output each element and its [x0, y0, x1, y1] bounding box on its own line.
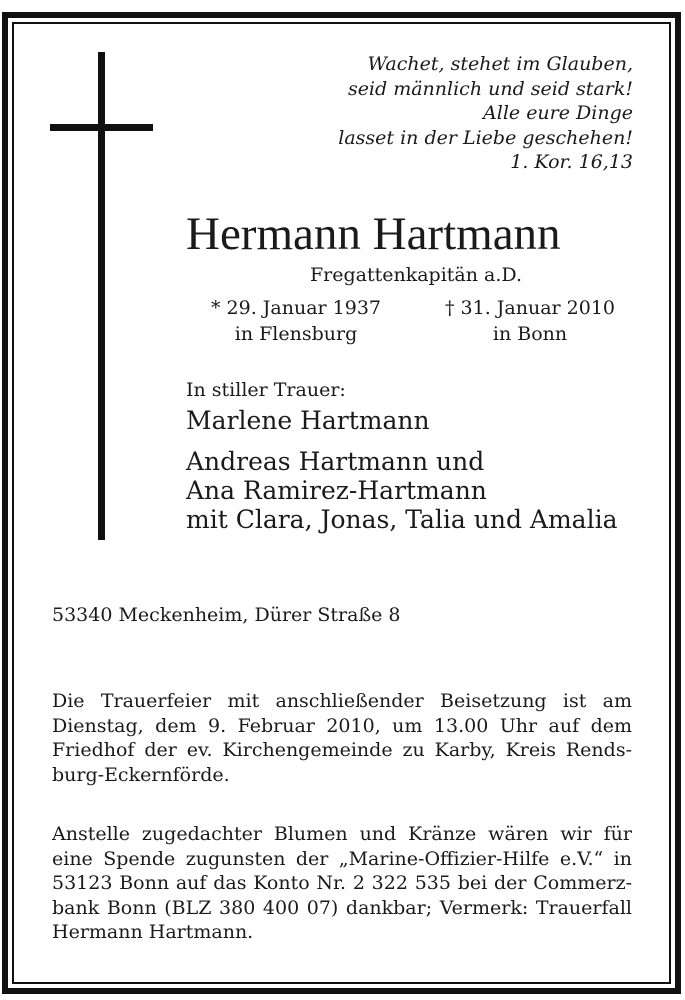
notice-line: Dienstag, dem 9. Februar 2010, um 13.00 Uhr auf dem	[52, 714, 632, 737]
notice-line: burg-Eckernförde.	[52, 763, 230, 786]
death-place: in Bonn	[492, 323, 568, 345]
notice-line: Hermann Hartmann.	[52, 921, 254, 943]
verse-line: lasset in der Liebe geschehen!	[338, 126, 633, 149]
mourners-list	[186, 406, 617, 534]
cross-horizontal-bar	[50, 124, 153, 131]
deceased-name: Hermann Hartmann	[186, 208, 561, 260]
mourner-line: Marlene Hartmann	[186, 406, 430, 435]
verse-reference: 1. Kor. 16,13	[510, 151, 633, 173]
donation-notice	[52, 822, 632, 945]
death-info	[420, 295, 640, 347]
verse-line: seid männlich und seid stark!	[347, 77, 633, 100]
mourner-line: Andreas Hartmann und	[186, 447, 485, 476]
birth-date: * 29. Januar 1937	[210, 297, 382, 319]
funeral-notice	[52, 689, 632, 787]
verse-line: Alle eure Dinge	[483, 102, 633, 124]
address: 53340 Meckenheim, Dürer Straße 8	[52, 604, 401, 626]
notice-line: 53123 Bonn auf das Konto Nr. 2 322 535 bei der Commerz-	[52, 872, 632, 894]
notice-line: Anstelle zugedachter Blumen und Kränze wären wir für	[52, 823, 632, 845]
notice-line: Friedhof der ev. Kirchengemeinde zu Karby, Kreis Rends-	[52, 739, 632, 761]
notice-line: bank Bonn (BLZ 380 400 07) dankbar; Vermerk: Trauerfall	[52, 896, 632, 919]
mourning-intro: In stiller Trauer:	[186, 379, 346, 401]
verse-line: Wachet, stehet im Glauben,	[367, 53, 633, 75]
notice-line: eine Spende zugunsten der „Marine-Offizier-Hilfe e.V.“ in	[52, 847, 632, 870]
notice-line: Die Trauerfeier mit anschließender Beisetzung ist am	[52, 690, 632, 712]
deceased-rank: Fregattenkapitän a.D.	[309, 264, 523, 286]
bible-verse	[303, 52, 633, 175]
birth-info	[186, 295, 406, 347]
birth-place: in Flensburg	[234, 323, 358, 345]
mourner-line: mit Clara, Jonas, Talia und Amalia	[186, 505, 618, 534]
death-date: † 31. Januar 2010	[444, 297, 616, 319]
mourner-line: Ana Ramirez-Hartmann	[186, 476, 487, 505]
